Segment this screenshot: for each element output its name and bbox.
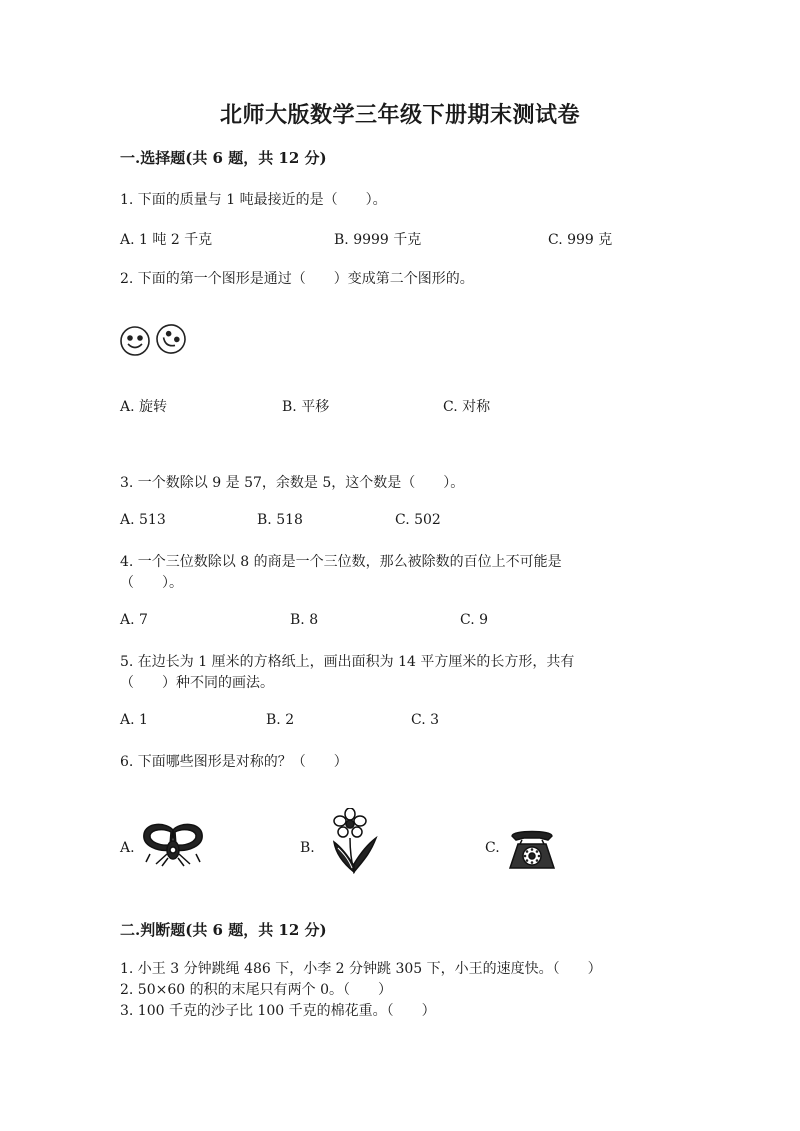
telephone-icon [506, 826, 558, 872]
q4-option-a: A. 7 [120, 612, 148, 628]
question-4-blank: （ ）。 [120, 575, 183, 591]
q6-option-a: A. [120, 840, 135, 856]
q5-option-b: B. 2 [266, 712, 295, 728]
q6-option-c: C. [485, 840, 500, 856]
flower-icon [324, 808, 382, 874]
q2-option-c: C. 对称 [443, 399, 491, 415]
q4-option-c: C. 9 [460, 612, 489, 628]
q1-option-b: B. 9999 千克 [334, 232, 422, 248]
q5-option-c: C. 3 [411, 712, 440, 728]
q2-option-b: B. 平移 [282, 399, 330, 415]
question-1: 1. 下面的质量与 1 吨最接近的是（ ）。 [120, 192, 387, 208]
smiley-face-rotated-icon [152, 322, 190, 358]
section-heading-judgement: 二.判断题(共 6 题，共 12 分) [120, 921, 327, 939]
q6-option-b: B. [300, 840, 315, 856]
question-5: 5. 在边长为 1 厘米的方格纸上，画出面积为 14 平方厘米的长方形，共有 [120, 654, 575, 670]
judgement-item-3: 3. 100 千克的沙子比 100 千克的棉花重。（ ） [120, 1003, 436, 1019]
q5-option-a: A. 1 [120, 712, 148, 728]
smiley-face-upright-icon [121, 327, 149, 355]
smiley-faces-figure [118, 322, 190, 358]
judgement-item-2: 2. 50×60 的积的末尾只有两个 0。（ ） [120, 982, 392, 998]
page-title: 北师大版数学三年级下册期末测试卷 [219, 102, 580, 128]
question-4: 4. 一个三位数除以 8 的商是一个三位数，那么被除数的百位上不可能是 [120, 554, 562, 570]
butterfly-insect-icon [138, 820, 208, 868]
judgement-item-1: 1. 小王 3 分钟跳绳 486 下，小李 2 分钟跳 305 下，小王的速度快。（ ） [120, 961, 602, 977]
q1-option-c: C. 999 克 [548, 232, 613, 248]
q3-option-c: C. 502 [395, 512, 441, 528]
question-3: 3. 一个数除以 9 是 57，余数是 5，这个数是（ ）。 [120, 475, 465, 491]
q1-option-a: A. 1 吨 2 千克 [120, 232, 213, 248]
q3-option-a: A. 513 [120, 512, 166, 528]
q4-option-b: B. 8 [290, 612, 319, 628]
question-6: 6. 下面哪些图形是对称的？（ ） [120, 754, 348, 770]
q2-option-a: A. 旋转 [120, 399, 168, 415]
question-2: 2. 下面的第一个图形是通过（ ）变成第二个图形的。 [120, 271, 474, 287]
q3-option-b: B. 518 [257, 512, 303, 528]
section-heading-choice: 一.选择题(共 6 题，共 12 分) [120, 149, 327, 167]
question-5-blank: （ ）种不同的画法。 [120, 675, 274, 691]
